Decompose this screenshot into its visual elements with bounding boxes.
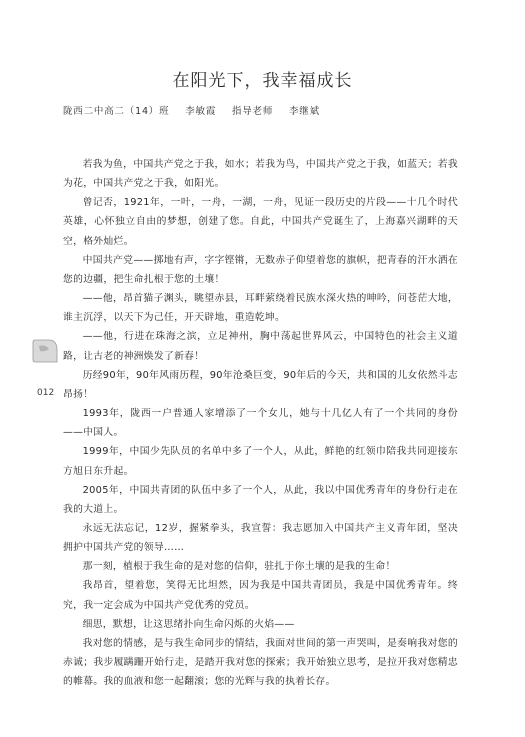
paragraph: 历经90年，90年风雨历程，90年沧桑巨变，90年后的今天，共和国的儿女依然斗志昂扬！ — [63, 369, 458, 400]
byline-author: 李敏霞 — [185, 106, 217, 117]
paragraph: 1993年，陇西一户普通人家增添了一个女儿，她与十几亿人有了一个共同的身份——中国人。 — [63, 408, 458, 439]
byline — [63, 103, 332, 117]
paragraph: 我昂首，望着您，笑得无比坦然，因为我是中国共青团员，我是中国优秀青年。终究，我一定会成为中国共产党优秀的党员。 — [63, 580, 458, 611]
article-body — [63, 155, 458, 691]
paragraph: ——他，昂首猫子渊头，眺望赤县，耳畔萦绕着民族水深火热的呻吟，问苍茫大地，谁主沉浮，以天下为己任，开天辟地，重造乾坤。 — [63, 293, 458, 324]
byline-advisor-label: 指导老师 — [231, 106, 274, 117]
paragraph: 永远无法忘记，12岁，握紧拳头，我宣誓：我志愿加入中国共产主义青年团，坚决拥护中国共产党的领导…… — [63, 522, 458, 554]
byline-advisor: 李继斌 — [288, 106, 320, 117]
paragraph: 中国共产党——掷地有声，字字铿锵，无数赤子仰望着您的旗帜，把青春的汗水洒在您的边疆，把生命扎根于您的土壤！ — [63, 254, 458, 285]
paragraph: ——他，行进在珠海之滨，立足神州，胸中荡起世界风云，中国特色的社会主义道路，让古老的神洲焕发了新春！ — [63, 331, 458, 362]
paragraph: 曾记否，1921年，一叶，一舟，一湖，一舟，见证一段历史的片段——十几个时代英雄，心怀独立自由的梦想，创建了您。自此，中国共产党诞生了，上海嘉兴湖畔的天空，格外灿烂。 — [63, 197, 458, 247]
page-tab-icon — [31, 338, 59, 364]
paragraph: 1999年，中国少先队员的名单中多了一个人，从此，鲜艳的红领巾陪我共同迎接东方旭日东升起。 — [63, 446, 458, 477]
page-number: 012 — [37, 388, 55, 398]
paragraph: 我对您的情感，是与我生命同步的情结，我面对世间的第一声哭叫，是奏响我对您的赤诚；我步履蹒跚开始行走，是踏开我对您的探索；我开始独立思考，是拉开我对您精忠的帷幕。我的血液和您一起翻滚；您的光辉与我的执着长存。 — [63, 637, 458, 688]
paragraph: 那一刻，植根于我生命的是对您的信仰，驻扎于你土壤的是我的生命！ — [82, 561, 396, 573]
paragraph: 2005年，中国共青团的队伍中多了一个人，从此，我以中国优秀青年的身份行走在我的大道上。 — [63, 484, 458, 515]
byline-class: 陇西二中高二（14）班 — [63, 106, 170, 117]
paragraph: 细思，默想，让这思绪扑向生命闪烁的火焰—— — [82, 618, 295, 630]
article-title: 在阳光下，我幸福成长 — [172, 71, 353, 91]
paragraph: 若我为鱼，中国共产党之于我，如水；若我为鸟，中国共产党之于我，如蓝天；若我为花，中国共产党之于我，如阳光。 — [63, 159, 458, 190]
